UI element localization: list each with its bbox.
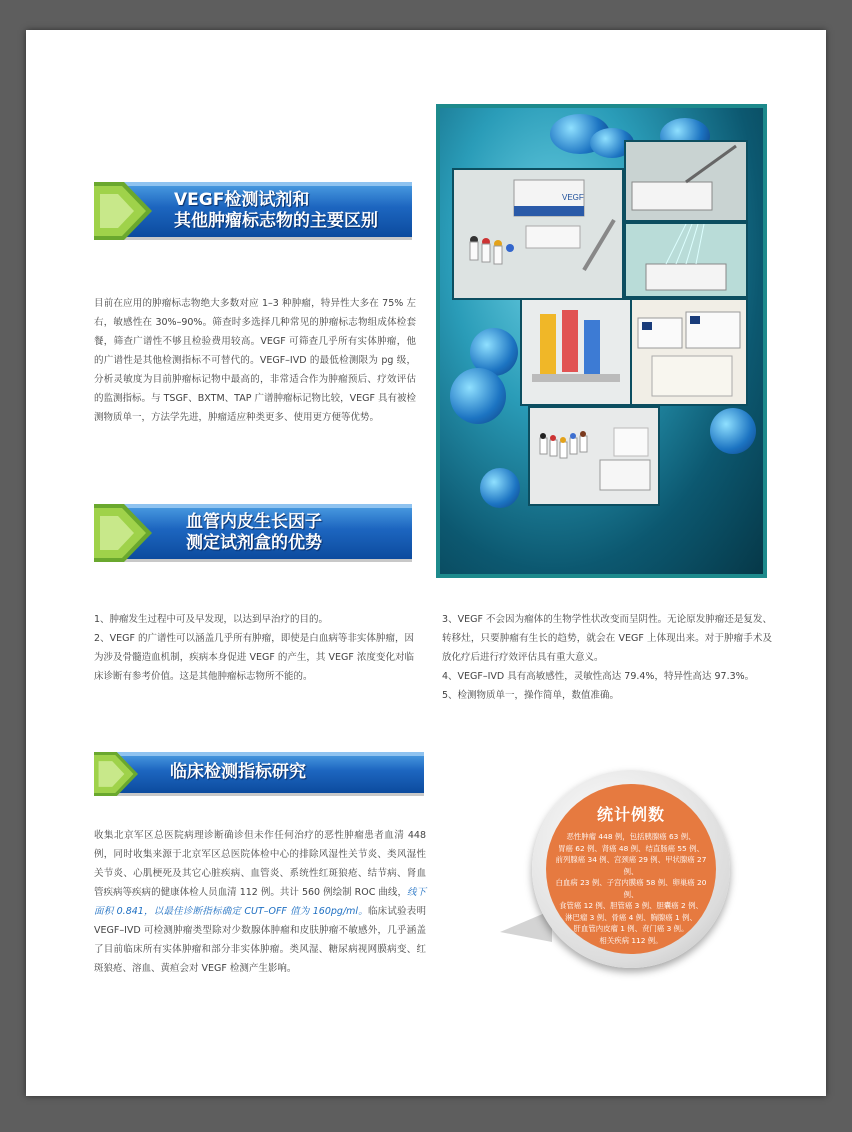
vials-plate-photo: [528, 406, 660, 506]
stats-line: 前列腺癌 34 例、宫颈癌 29 例、甲状腺癌 27 例、: [555, 855, 707, 876]
stats-line: 白血病 23 例、子宫内膜癌 58 例、卵巢癌 20 例、: [555, 878, 707, 899]
advantage-item: 1、肿瘤发生过程中可及早发现，以达到早治疗的目的。: [94, 614, 329, 625]
stats-circle: [546, 784, 716, 954]
brochure-page: [26, 30, 826, 1096]
section3-title-text: 临床检测指标研究: [170, 762, 306, 782]
dna-helix-decoration: [450, 368, 506, 424]
stats-line: 淋巴瘤 3 例、骨癌 4 例、胸腺癌 1 例、: [565, 912, 697, 922]
advantage-item: 3、VEGF 不会因为瘤体的生物学性状改变而呈阴性。无论原发肿瘤还是复发、转移灶，只要肿瘤有生长的趋势，就会在 VEGF 上体现出来。对于肿瘤手术及放化疗后进行疗效评估具有重大意义。: [442, 614, 772, 663]
pipette-photo: [624, 140, 748, 222]
vials-illustration-icon: [530, 408, 658, 504]
section3-highlight: 线下面积 0.841，以最佳诊断指标确定 CUT–OFF 值为 160pg/ml。: [94, 887, 426, 917]
section3-body: [94, 826, 426, 978]
advantage-item: 5、检测物质单一，操作简单，数值准确。: [442, 690, 620, 701]
section3-body-after: 临床试验表明 VEGF–IVD 可检测肿瘤类型除对少数腺体肿瘤和皮肤肿瘤不敏感外，几乎涵盖了目前临床所有实体肿瘤和部分非实体肿瘤。类风湿、糖尿病视网膜病变、红斑狼疮、溶血、黄疸会对 VEGF 检测产生影响。: [94, 906, 426, 974]
stats-line: 胃癌 62 例、肾癌 48 例、结直肠癌 55 例、: [558, 843, 704, 853]
stats-line: 肝血管内皮瘤 1 例、贲门癌 3 例。: [573, 924, 689, 933]
product-photo-collage: [436, 104, 767, 578]
pipette-illustration-icon: [626, 142, 746, 220]
section3-body-text: [94, 826, 426, 978]
green-arrow-icon: [94, 182, 152, 240]
tubes-illustration-icon: [522, 300, 630, 404]
section2-right-list: [442, 610, 772, 705]
tubes-photo: [520, 298, 632, 406]
section1-title-line1: VEGF检测试剂和: [174, 190, 310, 210]
stats-line: 恶性肿瘤 448 例，包括胰腺癌 63 例、: [566, 832, 696, 841]
stats-line: 相关疾病 112 例。: [599, 935, 663, 945]
kit-label: VEGF: [562, 193, 584, 202]
advantage-item: 2、VEGF 的广谱性可以涵盖几乎所有肿瘤，即使是白血病等非实体肿瘤，因为涉及骨髓造血机制，疾病本身促进 VEGF 的产生，其 VEGF 浓度变化对临床诊断有参考价值。这是其他肿瘤标志物所不能的。: [94, 633, 414, 682]
section2-title: [186, 512, 404, 554]
section1-title-line2: 其他肿瘤标志物的主要区别: [174, 211, 378, 231]
section1-body: [94, 294, 416, 427]
stats-line: 食管癌 12 例、胆管癌 3 例、胆囊癌 2 例、: [559, 901, 703, 910]
section3-title: [170, 762, 416, 783]
dna-helix-decoration: [480, 468, 520, 508]
kit-illustration-icon: [454, 170, 622, 298]
green-arrow-icon: [94, 504, 152, 562]
plate-illustration-icon: [626, 224, 746, 296]
section1-title: [174, 190, 404, 232]
green-arrow-icon: [94, 752, 138, 796]
multichannel-photo: [624, 222, 748, 298]
section2-title-line2: 测定试剂盒的优势: [186, 533, 322, 553]
section2-title-line1: 血管内皮生长因子: [186, 512, 322, 532]
section2-banner: [94, 504, 412, 562]
section1-body-text: 目前在应用的肿瘤标志物绝大多数对应 1–3 种肿瘤，特异性大多在 75% 左右，敏感性在 30%–90%。筛查时多选择几种常见的肿瘤标志物组成体检套餐，筛查广谱性不够且检验费用较高。VEGF 可筛查几乎所有实体肿瘤，他的广谱性是其他检测指标不可替代的。VEGF–IVD 的最低检测限为 pg 级，分析灵敏度为目前肿瘤标记物中最高的，非常适合作为肿瘤预后、疗效评估的监测指标。与 TSGF、BXTM、TAP 广谱肿瘤标记物比较，VEGF 具有被检测物质单一，方法学先进，肿瘤适应种类更多、使用更方便等优势。: [94, 298, 416, 423]
stats-body: [546, 825, 716, 946]
boxes-photo: [630, 298, 748, 406]
stats-bubble: [532, 770, 730, 968]
section1-banner: [94, 182, 412, 240]
section3-body-before: 收集北京军区总医院病理诊断确诊但未作任何治疗的恶性肿瘤患者血清 448 例，同时收集来源于北京军区总医院体检中心的排除风湿性关节炎、类风湿性关节炎、心肌梗死及其它心脏疾病、血管炎、系统性红斑狼疮、结节病、肾血管疾病等疾病的健康体检人员血清 112 例。共计 560 例绘制 ROC 曲线，: [94, 830, 426, 898]
advantage-item: 4、VEGF–IVD 具有高敏感性，灵敏性高达 79.4%，特异性高达 97.3%。: [442, 671, 755, 682]
dna-helix-decoration: [710, 408, 756, 454]
kit-photo: [452, 168, 624, 300]
section3-banner: [94, 752, 424, 796]
boxes-illustration-icon: [632, 300, 746, 404]
stats-title: 统计例数: [596, 805, 665, 824]
section2-left-list: [94, 610, 414, 686]
